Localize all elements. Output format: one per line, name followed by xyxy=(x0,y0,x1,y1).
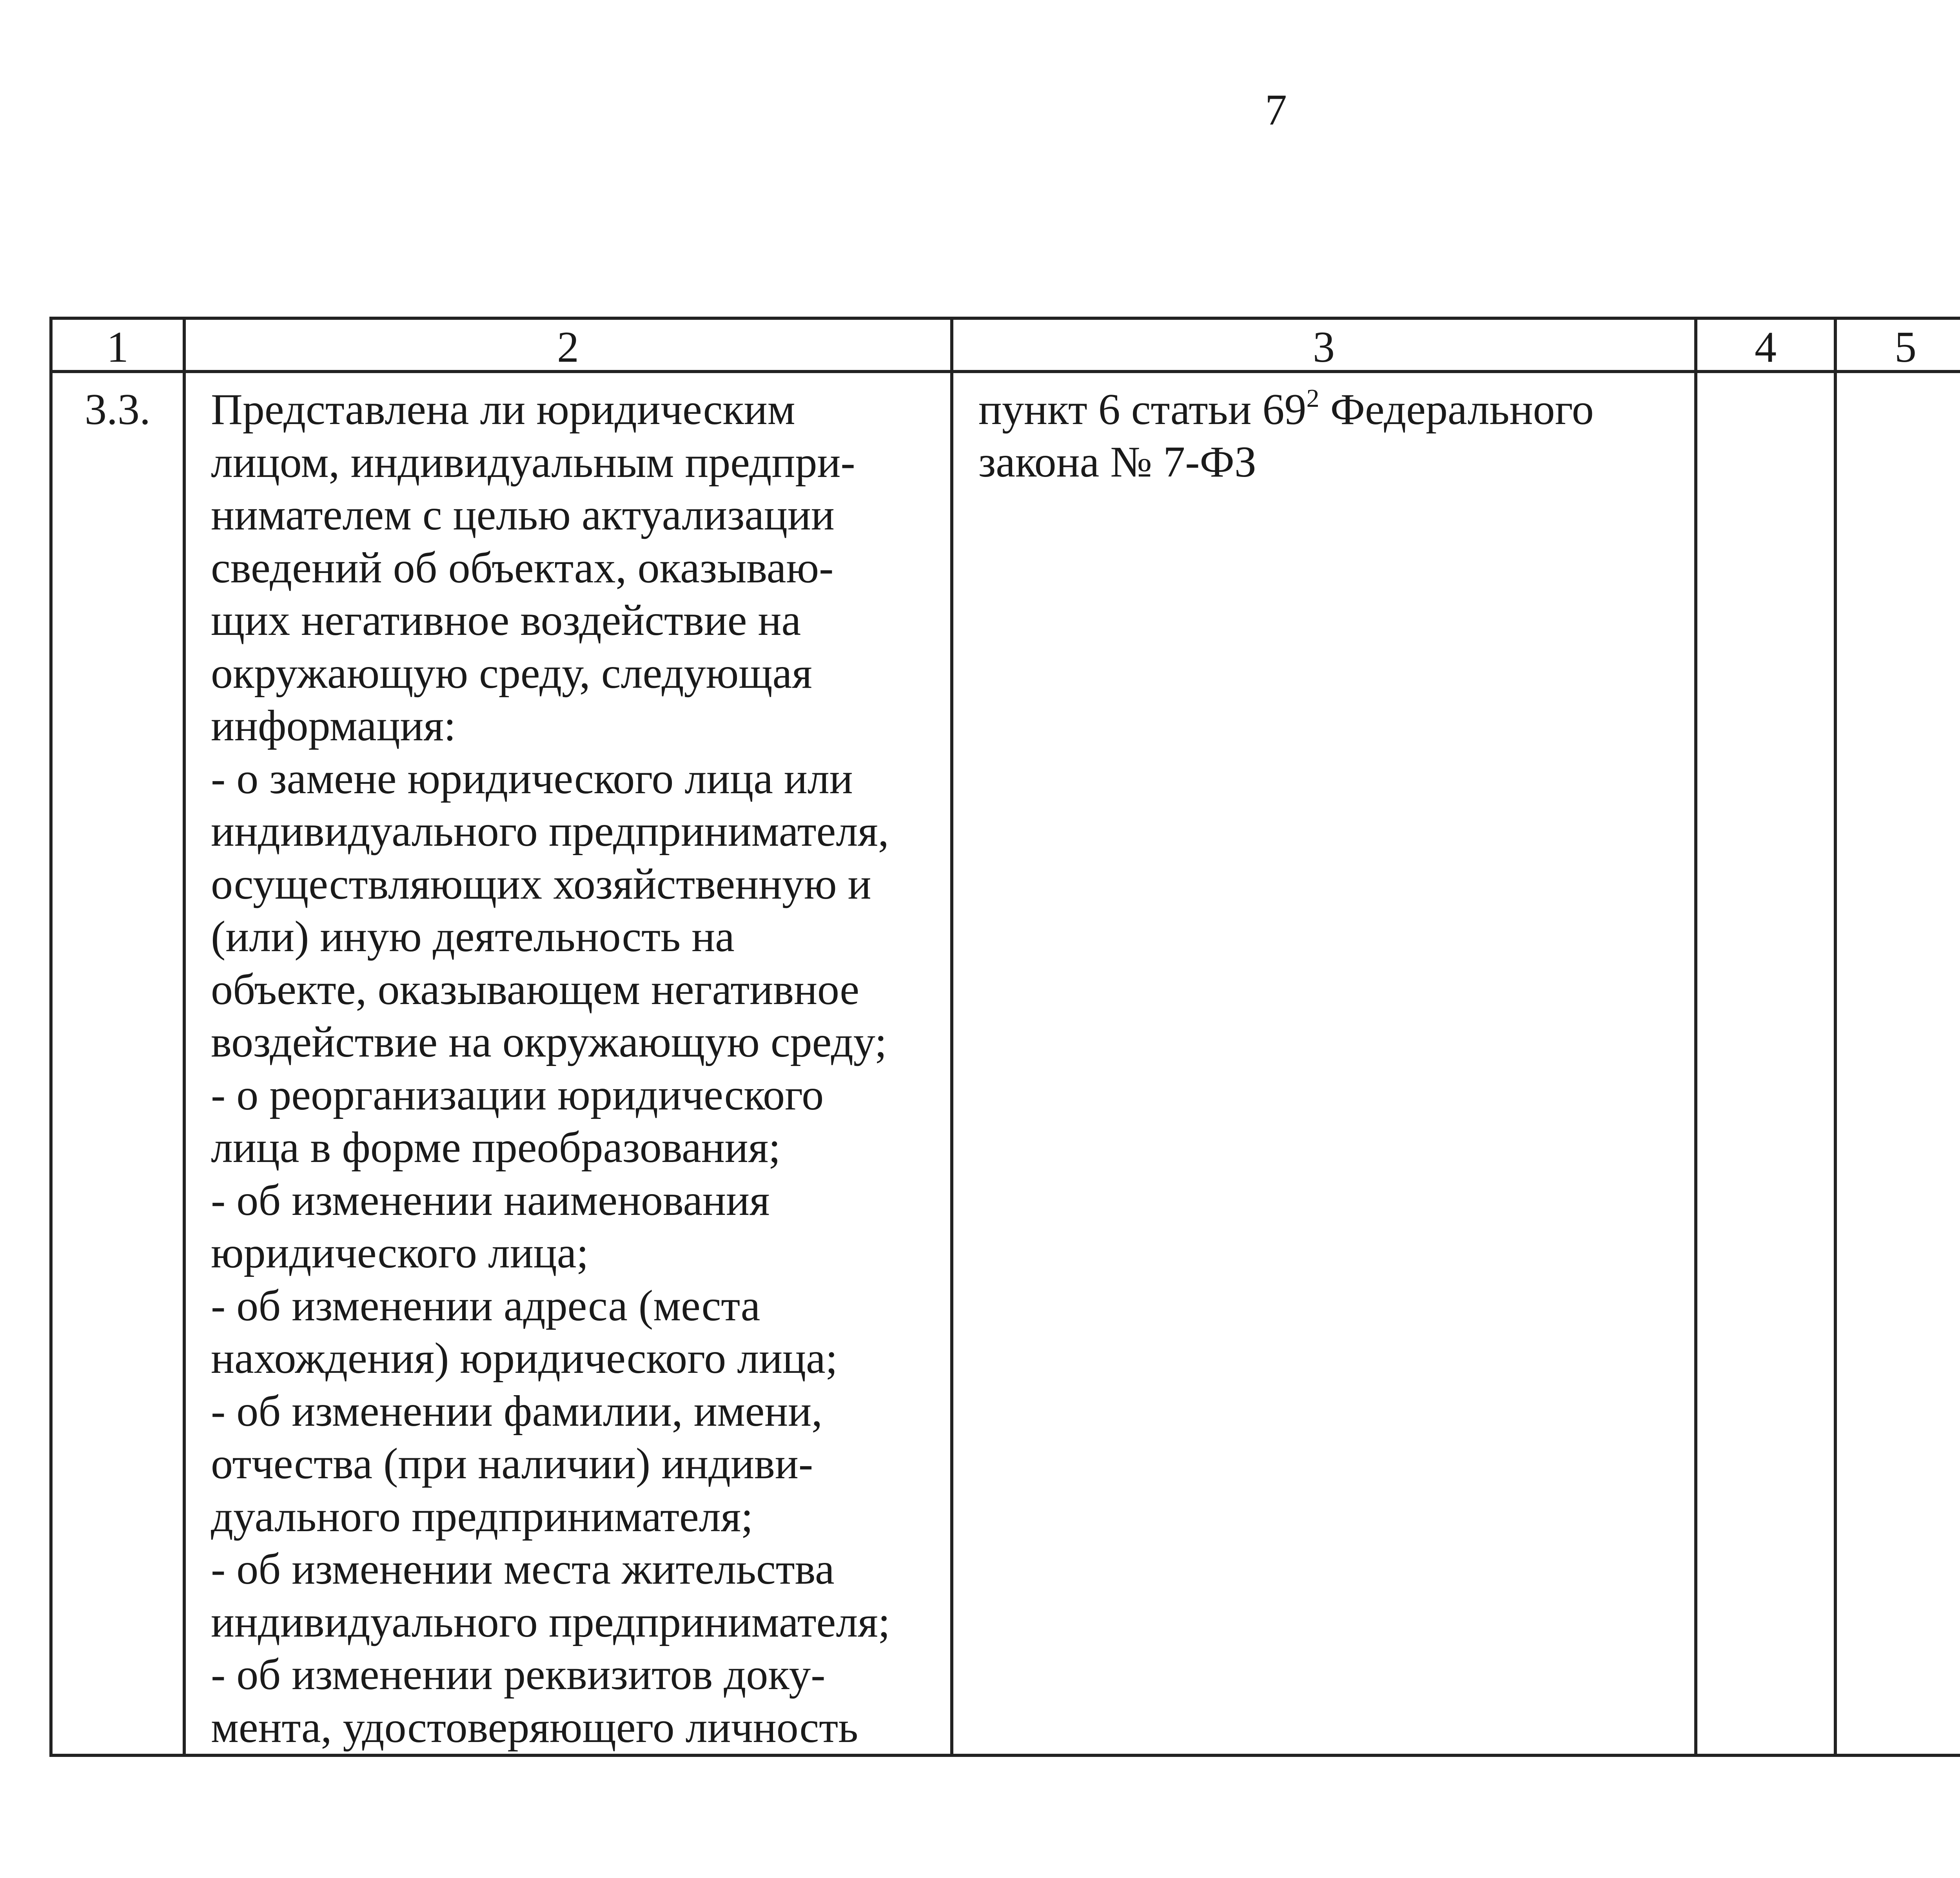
column-header-5: 5 xyxy=(1835,318,1960,372)
question-line: - об изменении адреса (места xyxy=(211,1281,760,1330)
question-cell xyxy=(184,372,952,1755)
page-number: 7 xyxy=(1265,86,1287,134)
table-header-row xyxy=(51,318,1960,372)
column-header-1: 1 xyxy=(51,318,184,372)
question-line: - об изменении реквизитов доку- xyxy=(211,1650,826,1699)
legal-reference-cell xyxy=(952,372,1696,1755)
question-line: индивидуального предпринимателя; xyxy=(211,1597,890,1646)
question-line: щих негативное воздействие на xyxy=(211,596,801,645)
table-row xyxy=(51,372,1960,1755)
question-line: отчества (при наличии) индиви- xyxy=(211,1439,813,1488)
item-number: 3.3. xyxy=(85,385,151,434)
legal-reference-line2: закона № 7-ФЗ xyxy=(978,438,1257,486)
question-line: юридического лица; xyxy=(211,1229,589,1277)
column-header-2: 2 xyxy=(184,318,952,372)
column-header-4: 4 xyxy=(1696,318,1835,372)
legal-reference-prefix: пункт 6 статьи 69 xyxy=(978,385,1307,434)
question-line: нимателем с целью актуализации xyxy=(211,491,835,539)
question-text xyxy=(186,373,950,1754)
checklist-table xyxy=(49,317,1960,1757)
question-line: - об изменении места жительства xyxy=(211,1545,835,1593)
item-number-cell xyxy=(51,372,184,1755)
column-header-3: 3 xyxy=(952,318,1696,372)
question-line: (или) иную деятельность на xyxy=(211,912,735,961)
column-4-cell xyxy=(1696,372,1835,1755)
question-line: - о замене юридического лица или xyxy=(211,754,853,803)
question-line: лицом, индивидуальным предпри- xyxy=(211,438,855,487)
question-line: - об изменении наименования xyxy=(211,1176,770,1225)
legal-reference-suffix: Федерального xyxy=(1319,385,1594,434)
question-line: сведений об объектах, оказываю- xyxy=(211,543,834,592)
question-line: дуального предпринимателя; xyxy=(211,1492,753,1541)
question-line: воздействие на окружающую среду; xyxy=(211,1018,887,1066)
question-line: - о реорганизации юридического xyxy=(211,1070,824,1119)
question-line: индивидуального предпринимателя, xyxy=(211,807,889,856)
question-line: мента, удостоверяющего личность xyxy=(211,1703,858,1752)
legal-reference xyxy=(953,373,1694,488)
legal-reference-superscript: 2 xyxy=(1306,384,1319,413)
question-line: информация: xyxy=(211,702,456,750)
question-line: лица в форме преобразования; xyxy=(211,1123,781,1172)
question-line: осуществляющих хозяйственную и xyxy=(211,859,871,908)
question-line: Представлена ли юридическим xyxy=(211,385,795,434)
question-line: окружающую среду, следующая xyxy=(211,649,812,698)
question-line: нахождения) юридического лица; xyxy=(211,1334,838,1383)
question-line: - об изменении фамилии, имени, xyxy=(211,1387,823,1436)
column-5-cell xyxy=(1835,372,1960,1755)
question-line: объекте, оказывающем негативное xyxy=(211,965,860,1014)
